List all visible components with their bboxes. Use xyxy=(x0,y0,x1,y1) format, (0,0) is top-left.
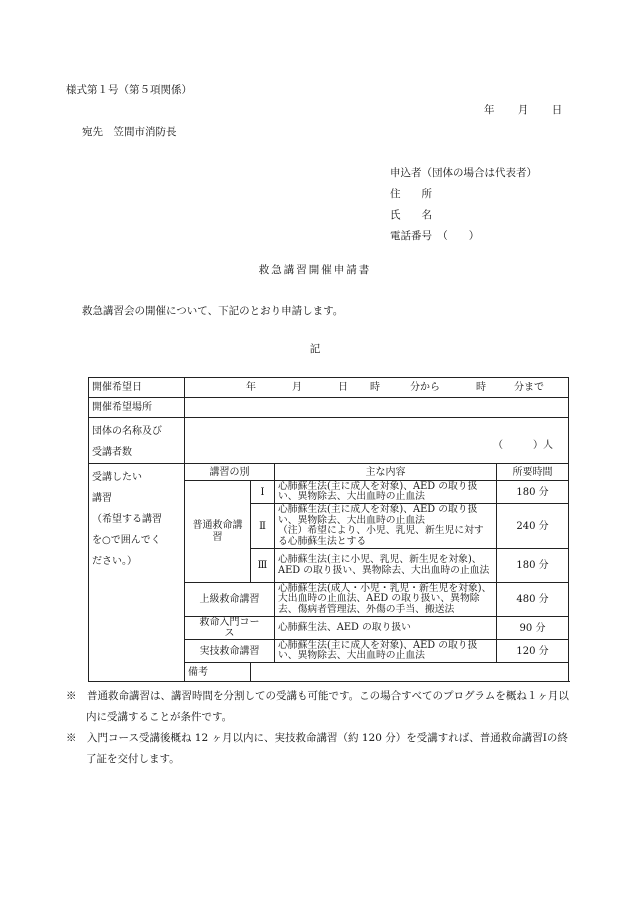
nyumon-content: 心肺蘇生法、AED の取り扱い xyxy=(275,617,497,640)
remarks-label: 備考 xyxy=(185,663,251,682)
date-day: 日 xyxy=(551,104,563,116)
applicant-address-label: 住 所 xyxy=(390,188,432,200)
date-month: 月 xyxy=(517,104,529,116)
nyumon-course-label[interactable]: 救命入門コース xyxy=(185,617,275,640)
addressee: 宛先 笠間市消防長 xyxy=(82,126,177,138)
futsu-2-time: 240 分 xyxy=(497,504,569,549)
sched-min-from: 分から xyxy=(410,382,440,393)
date-value-field[interactable] xyxy=(185,378,569,398)
footnote-1: ※ 普通救命講習は、講習時間を分割しての受講も可能です。この場合すべてのプログラムを概ね１ヶ月以内に受講することが条件です。 xyxy=(66,690,569,723)
footnote-2: ※ 入門コース受講後概ね 12 ヶ月以内に、実技救命講習（約 120 分）を受講すれば、普通救命講習Ⅰの終了証を交付します。 xyxy=(66,732,568,765)
futsu-1-content: 心肺蘇生法(主に成人を対象)、AED の取り扱い、異物除去、大出血時の止血法 xyxy=(275,481,497,504)
ki-heading: 記 xyxy=(309,343,321,355)
futsu-3-number[interactable]: Ⅲ xyxy=(251,549,275,583)
col-main-content: 主な内容 xyxy=(275,464,497,481)
futsu-3-time: 180 分 xyxy=(497,549,569,583)
intro-text: 救急講習会の開催について、下記のとおり申請します。 xyxy=(82,305,344,317)
jitsugi-time: 120 分 xyxy=(497,640,569,663)
applicant-block xyxy=(390,163,537,247)
document-title: 救急講習開催申請書 xyxy=(258,264,372,276)
applicant-phone-label: 電話番号 （ ） xyxy=(390,230,480,242)
date-year: 年 xyxy=(484,104,495,116)
futsu-3-content: 心肺蘇生法(主に小児、乳児、新生児を対象)、AED の取り扱い、異物除去、大出血時の止血法 xyxy=(275,549,497,583)
sched-year: 年 xyxy=(246,382,256,393)
col-required-time: 所要時間 xyxy=(497,464,569,481)
jokyu-course-label[interactable]: 上級救命講習 xyxy=(185,583,275,617)
futsu-1-time: 180 分 xyxy=(497,481,569,504)
jokyu-content: 心肺蘇生法(成人・小児・乳児・新生児を対象)、大出血時の止血法、AED の取り扱い、異物除去、傷病者管理法、外傷の手当、搬送法 xyxy=(275,583,497,617)
place-field[interactable] xyxy=(185,398,569,418)
sched-hour-end: 時 xyxy=(476,382,486,393)
group-field[interactable] xyxy=(185,418,569,464)
sched-day: 日 xyxy=(338,382,348,393)
date-label: 開催希望日 xyxy=(89,378,185,398)
jitsugi-course-label[interactable]: 実技救命講習 xyxy=(185,640,275,663)
participants-count: （ ）人 xyxy=(493,440,553,451)
futsu-2-number[interactable]: Ⅱ xyxy=(251,504,275,549)
form-number: 様式第１号（第５項関係） xyxy=(66,84,192,96)
remarks-field[interactable] xyxy=(251,663,569,682)
col-course-type: 講習の別 xyxy=(185,464,275,481)
futsu-2-content: 心肺蘇生法(主に成人を対象)、AED の取り扱い、異物除去、大出血時の止血法 （注）希望により、小児、乳児、新生児に対する心肺蘇生法とする xyxy=(275,504,497,549)
place-label: 開催希望場所 xyxy=(89,398,185,418)
futsu-1-number[interactable]: Ⅰ xyxy=(251,481,275,504)
applicant-name-label: 氏 名 xyxy=(390,209,432,221)
footnotes xyxy=(66,686,576,770)
sched-hour: 時 xyxy=(370,382,380,393)
date-line xyxy=(484,102,562,117)
nyumon-time: 90 分 xyxy=(497,617,569,640)
applicant-heading: 申込者（団体の場合は代表者） xyxy=(390,167,537,179)
sched-min-to: 分まで xyxy=(514,382,544,393)
application-form-table xyxy=(88,377,569,682)
jokyu-time: 480 分 xyxy=(497,583,569,617)
group-label: 団体の名称及び 受講者数 xyxy=(89,418,185,464)
futsu-course-label[interactable]: 普通救命講習 xyxy=(185,481,251,583)
jitsugi-content: 心肺蘇生法(主に成人を対象)、AED の取り扱い、異物除去、大出血時の止血法 xyxy=(275,640,497,663)
course-selection-label: 受講したい 講習 （希望する講習 を○で囲んでく ださい。） xyxy=(89,464,185,682)
sched-month: 月 xyxy=(292,382,302,393)
